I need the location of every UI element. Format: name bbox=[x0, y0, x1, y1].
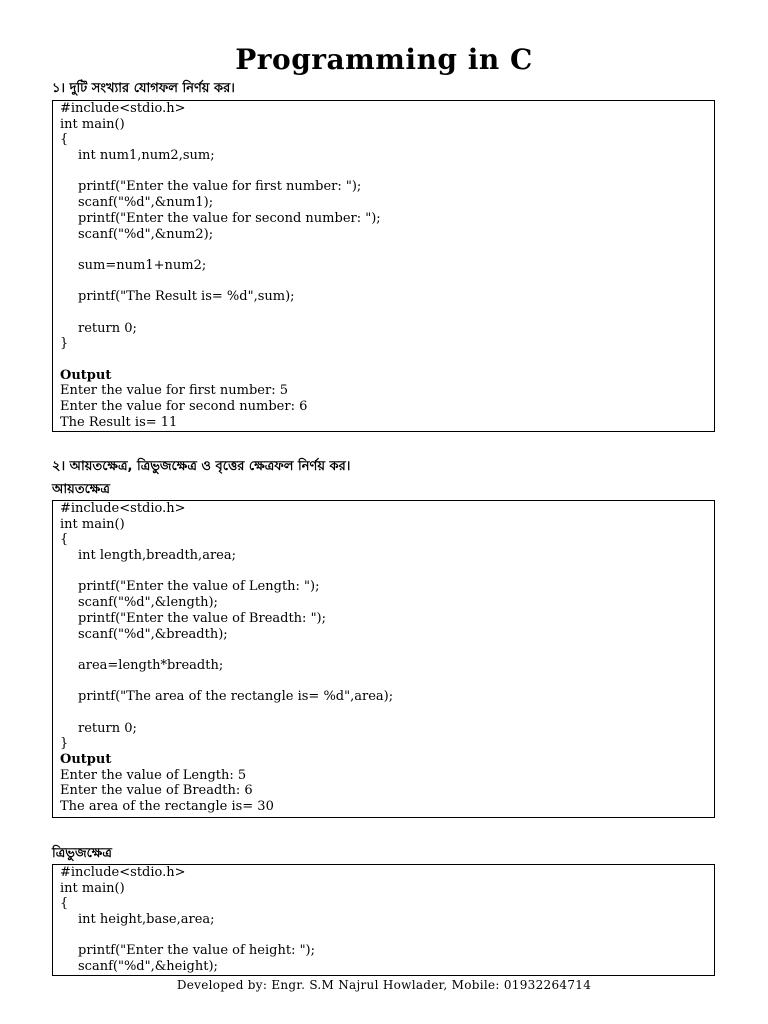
output-line: Enter the value of Length: 5 bbox=[60, 767, 247, 783]
code-box-sum bbox=[52, 100, 715, 432]
blank-line bbox=[60, 928, 714, 944]
question-1-heading: ১। দুটি সংখ্যার যোগফল নির্ণয় কর। bbox=[52, 81, 235, 96]
code-line: sum=num1+num2; bbox=[78, 257, 207, 273]
blank-line bbox=[60, 642, 714, 658]
output-label: Output bbox=[60, 752, 112, 767]
code-line: return 0; bbox=[78, 720, 137, 736]
code-box-rectangle bbox=[52, 500, 715, 818]
code-line: scanf("%d",&height); bbox=[78, 959, 218, 975]
blank-line bbox=[60, 274, 714, 290]
code-line: scanf("%d",&breadth); bbox=[78, 626, 228, 642]
blank-line bbox=[60, 164, 714, 180]
code-line: #include<stdio.h> bbox=[60, 865, 186, 880]
code-line: } bbox=[60, 336, 69, 352]
blank-line bbox=[60, 305, 714, 321]
code-line: scanf("%d",&length); bbox=[78, 595, 218, 611]
output-line: The Result is= 11 bbox=[60, 414, 178, 430]
output-line: Enter the value of Breadth: 6 bbox=[60, 783, 253, 799]
output-line: Enter the value for first number: 5 bbox=[60, 383, 288, 399]
blank-line bbox=[60, 705, 714, 721]
code-line: scanf("%d",&num2); bbox=[78, 226, 214, 242]
code-line: int num1,num2,sum; bbox=[78, 148, 215, 164]
code-line: printf("Enter the value for first number: "); bbox=[78, 179, 362, 195]
code-line: printf("Enter the value for second number: "); bbox=[78, 210, 381, 226]
code-line: int main() bbox=[60, 880, 125, 896]
output-label: Output bbox=[60, 367, 112, 383]
code-line: area=length*breadth; bbox=[78, 657, 224, 673]
code-line: { bbox=[60, 132, 69, 148]
code-line: int length,breadth,area; bbox=[78, 548, 236, 564]
code-line: { bbox=[60, 896, 69, 912]
code-line: } bbox=[60, 736, 69, 752]
rectangle-heading: আয়তক্ষেত্র bbox=[52, 482, 110, 497]
output-lines bbox=[60, 383, 714, 430]
blank-line bbox=[60, 564, 714, 580]
output-lines bbox=[60, 768, 714, 815]
code-line: printf("The Result is= %d",sum); bbox=[78, 289, 295, 305]
blank-line bbox=[60, 352, 714, 368]
code-line: printf("Enter the value of height: "); bbox=[78, 943, 316, 959]
code-lines bbox=[60, 865, 714, 975]
code-line: int main() bbox=[60, 516, 125, 532]
code-lines bbox=[60, 101, 714, 368]
code-box-triangle bbox=[52, 864, 715, 976]
code-line: printf("Enter the value of Length: "); bbox=[78, 579, 320, 595]
page-title: Programming in C bbox=[235, 43, 533, 76]
output-line: Enter the value for second number: 6 bbox=[60, 399, 308, 415]
footer-credit: Developed by: Engr. S.M Najrul Howlader, Mobile: 01932264714 bbox=[176, 978, 592, 992]
code-line: printf("The area of the rectangle is= %d",area); bbox=[78, 689, 394, 705]
triangle-heading: ত্রিভুজক্ষেত্র bbox=[52, 846, 112, 861]
blank-line bbox=[60, 674, 714, 690]
output-line: The area of the rectangle is= 30 bbox=[60, 799, 274, 815]
code-lines bbox=[60, 501, 714, 752]
code-line: int main() bbox=[60, 116, 125, 132]
code-line: int height,base,area; bbox=[78, 912, 215, 928]
blank-line bbox=[60, 242, 714, 258]
code-line: #include<stdio.h> bbox=[60, 101, 186, 116]
code-line: scanf("%d",&num1); bbox=[78, 195, 214, 211]
code-line: { bbox=[60, 532, 69, 548]
code-line: printf("Enter the value of Breadth: "); bbox=[78, 610, 326, 626]
question-2-heading: ২। আয়তক্ষেত্র, ত্রিভুজক্ষেত্র ও বৃত্তের ক্ষেত্রফল নির্ণয় কর। bbox=[52, 459, 351, 474]
code-line: return 0; bbox=[78, 320, 137, 336]
code-line: #include<stdio.h> bbox=[60, 501, 186, 516]
